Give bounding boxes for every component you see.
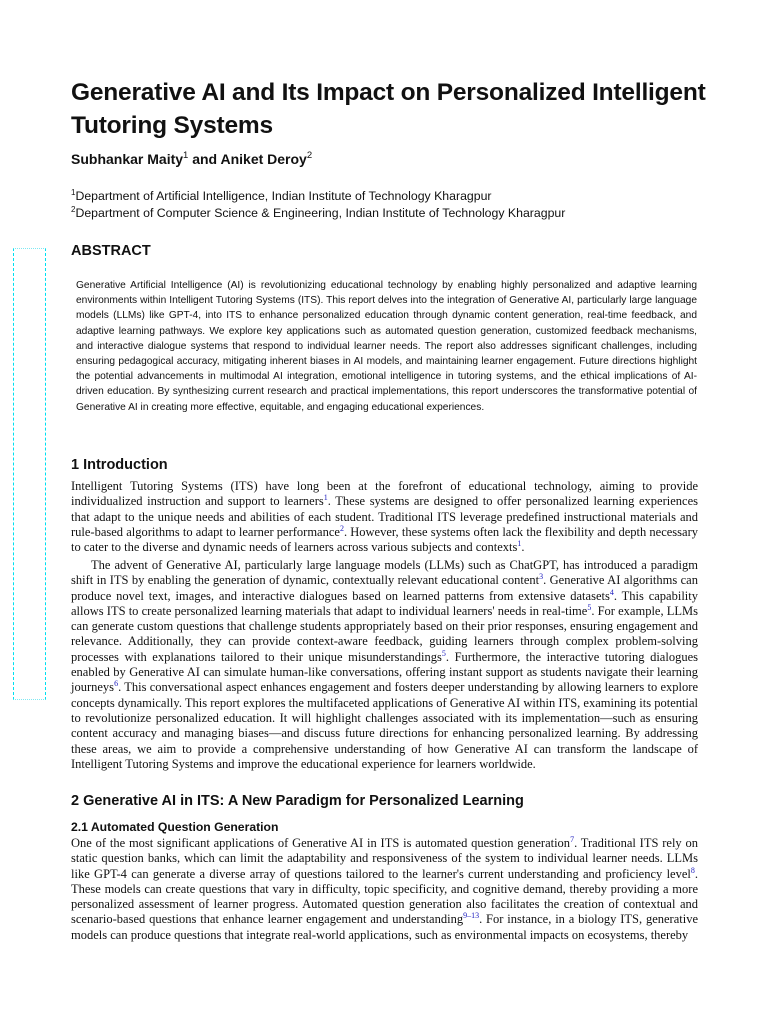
- citation-link[interactable]: 5: [587, 602, 592, 612]
- affiliation-line: [71, 188, 565, 205]
- affiliation-mark: 1: [71, 188, 76, 197]
- subsection-heading-question-generation: 2.1 Automated Question Generation: [71, 820, 279, 834]
- selection-marquee[interactable]: [13, 248, 46, 700]
- citation-link[interactable]: 4: [609, 587, 614, 597]
- citation-link[interactable]: 1: [323, 493, 328, 503]
- abstract-text: Generative Artificial Intelligence (AI) is revolutionizing educational technology by enabling highly personalized and adaptive learning environments within Intelligent Tutoring Systems (ITS). This report delves into the integration of Generative AI, particularly large language models (LLMs) like GPT-4, into ITS to enhance personalized education through dynamic content generation, real-time feedback, and adaptive learning pathways. We explore key applications such as automated question generation, customized feedback mechanisms, and interactive dialogue systems that respond to individual learner needs. The report also addresses significant challenges, including ensuring pedagogical accuracy, mitigating inherent biases in AI models, and maintaining learner engagement. Future directions highlight the potential advancements in multimodal AI integration, emotional intelligence in tutoring systems, and the ethical implications of AI-driven education. By synthesizing current research and practical implementations, this report underscores the transformative potential of Generative AI in creating more effective, equitable, and engaging educational experiences.: [76, 280, 697, 413]
- intro-paragraph-2: The advent of Generative AI, particularly large language models (LLMs) such as ChatGPT, has introduced a paradigm shift in ITS by enabling the generation of dynamic, contextually relevant educational content$^3$. Generative AI algorithms can produce novel text, images, and interactive dialogues based on learned patterns from extensive datasets$^4$. This capability allows ITS to create personalized learning materials that adapt to individual learners' needs in real-time$^5$. For example, LLMs can generate custom questions that challenge students appropriately based on their prior responses, ensuring engagement and relevance. Additionally, they can provide context-aware feedback, guiding learners through complex problem-solving processes with explanations tailored to their unique misunderstandings$^5$. Furthermore, the interactive tutoring dialogues enabled by Generative AI can simulate human-like conversations, offering instant support as students navigate their learning journeys$^6$. This conversational aspect enhances engagement and fosters deeper understanding by allowing learners to explore concepts dynamically. This report explores the multifaceted applications of Generative AI within ITS, examining its potential to revolutionize personalized education. It will highlight challenges associated with its implementation—such as ensuring content accuracy and managing biases—and discuss future directions for enhancing personalized learning. By addressing these areas, we aim to provide a comprehensive understanding of how Generative AI can transform the landscape of Intelligent Tutoring Systems and improve the educational experience for learners worldwide.: [71, 558, 698, 771]
- citation-link[interactable]: 2: [339, 523, 344, 533]
- author-conjunction: and: [188, 151, 221, 167]
- affiliation-text: Department of Computer Science & Engineering, Indian Institute of Technology Kharagpur: [75, 205, 566, 220]
- citation-link[interactable]: 7: [570, 835, 575, 844]
- affiliation-mark: 1: [183, 150, 189, 161]
- affiliations: [71, 188, 565, 221]
- section-heading-introduction: 1 Introduction: [71, 457, 168, 473]
- citation-link[interactable]: 8: [690, 865, 695, 875]
- affiliation-line: [71, 205, 565, 222]
- citation-link[interactable]: 5: [441, 648, 446, 658]
- citation-link[interactable]: 9–13: [463, 911, 480, 921]
- citation-link[interactable]: 3: [539, 572, 544, 582]
- affiliation-text: Department of Artificial Intelligence, Indian Institute of Technology Kharagpur: [75, 189, 492, 203]
- section2-paragraph-1: One of the most significant applications of Generative AI in ITS is automated question generation$^7$. Traditional ITS rely on static question banks, which can limit the adaptability and responsiveness of the system to individual learner needs. LLMs like GPT-4 can generate a diverse array of questions tailored to the learner's current understanding and proficiency level$^8$. These models can create questions that vary in difficulty, topic specificity, and cognitive demand, thereby providing a more personalized assessment of learner progress. Automated question generation also facilitates the creation of contextual and scenario-based questions that enhance learner engagement and understanding$^{9-13}$. For instance, in a biology ITS, generative models can produce questions that integrate real-world applications, such as environmental impacts on ecosystems, thereby: [71, 835, 698, 942]
- author-name: Aniket Deroy: [220, 151, 307, 167]
- citation-link[interactable]: 1: [517, 539, 522, 549]
- section-heading-generative-ai-in-its: 2 Generative AI in ITS: A New Paradigm for Personalized Learning: [71, 793, 524, 809]
- affiliation-mark: 2: [306, 150, 313, 161]
- abstract-heading: ABSTRACT: [71, 243, 151, 259]
- citation-link[interactable]: 6: [114, 679, 119, 689]
- affiliation-mark: 2: [71, 204, 76, 214]
- paper-title: Generative AI and Its Impact on Personalized Intelligent Tutoring Systems: [71, 79, 706, 139]
- author-name: Subhankar Maity: [71, 151, 184, 167]
- author-list: [71, 151, 312, 167]
- intro-paragraph-1: Intelligent Tutoring Systems (ITS) have long been at the forefront of educational technology, aiming to provide individualized instruction and support to learners$^1$. These systems are designed to offer personalized learning experiences that adapt to the unique needs and abilities of each student. Traditional ITS leverage predefined instructional materials and rule-based algorithms to adapt to learner performance$^2$. However, these systems often lack the flexibility and depth necessary to cater to the diverse and dynamic needs of learners across various subjects and contexts$^1$.: [71, 479, 698, 555]
